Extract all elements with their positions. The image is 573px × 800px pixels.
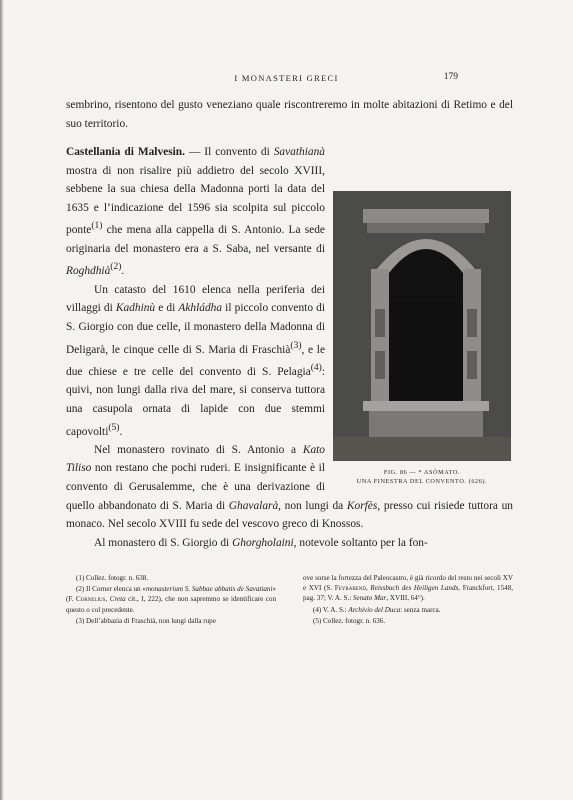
figure-caption [333,468,511,486]
paragraph-catasto: Un catasto del 1610 elenca nella periferia dei villaggi di Kadhinù e di Akhládha il piccolo convento di S. Giorgio con due celle, il monastero della Madonna di Deligarà, le cinque celle di S. Maria di Fraschià$^{(3)}$, e le due chiese e tre celle del convento di S. Pelagia$^{(4)}$: quivi, non lungi dalla riva del mare, si conserva tuttora una casupola ornata di lapide con due stemmi capovolti$^{(5)}$. [66,283,326,438]
figure [333,143,513,486]
footnote-ref: (5) [108,422,120,433]
footnote-2: (2) Il Corner elenca un «monasterium S. Sabbae abbatis de Savatiani» (F. Cornelius, Creta cit., I, 222), che non sapremmo se identificare con questo o col precedente. [66,585,276,614]
footnote-ref: (4) [310,362,322,373]
figure-photo [333,191,511,461]
window-photo-illustration [333,191,511,461]
footnote-4: (4) V. A. S.: Archivio del Duca: senza marca. [313,605,441,614]
running-title: I MONASTERI GRECI [234,73,339,83]
footnote-ref: (2) [110,262,122,273]
paragraph-text: sembrino, risentono del gusto veneziano quale riscontreremo in molte abitazioni di Retimo e del suo territorio. [66,99,513,130]
caption-line-1: FIG. 86 — * ASÒMATO. [383,469,461,476]
paragraph-savathiana: Castellania di Malvesin. — Il convento di Savathianà mostra di non risalire più addietro del secolo XVIII, sebbene la sua chiesa della Madonna porti la data del 1635 e l’indicazione del 1596 sia scolpita sul piccolo ponte$^{(1)}$ che mena alla cappella di S. Antonio. La sede originaria del monastero era a S. Saba, nel versante di Roghdhià$^{(2)}$. [66,146,325,278]
running-head [60,73,513,87]
footnote-ref: (3) [290,340,302,351]
paragraph-s-giorgio: Al monastero di S. Giorgio di Ghorgholaini, notevole soltanto per la fon- [94,536,428,549]
paragraph-s-antonio: Nel monastero rovinato di S. Antonio a Kato Tiliso non restano che pochi ruderi. E insignificante è il convento di Gerusalemme, che è una derivazione di quello abbandonato di S. Maria di Ghavalarà, non lungi da Korfès, presso cui risiede tuttora un monaco. Nel secolo XVIII fu sede del vescovo greco di Knossos. [66,443,514,531]
footnote-3: (3) Dell’abbazia di Fraschià, non lungi dalla rupe [76,616,216,625]
section-heading: Castellania di Malvesin. [66,146,185,158]
footnote-5: (5) Collez. fotogr. n. 636. [313,616,386,625]
footnotes [66,573,513,627]
footnotes-left-column [66,573,276,627]
footnote-1: (1) Collez. fotogr. n. 638. [76,574,149,582]
paragraph-continued [66,96,513,133]
main-text [66,143,513,552]
footnote-3-continued: ove sorse la fortezza del Paleocastro, è già ricordo del resto nei secoli XV e XVI (S. Feyrabend, Reissbuch des Heiligen Lands, Franckfort, 1548, pag. 37; V. A. S.: Senato Mar, XVIII, 64°). [303,574,514,603]
caption-line-2: UNA FINESTRA DEL CONVENTO. (626). [356,478,488,485]
footnote-ref: (1) [91,221,103,232]
scan-edge [0,0,4,800]
footnotes-right-column [303,573,513,627]
page-number: 179 [443,72,458,82]
